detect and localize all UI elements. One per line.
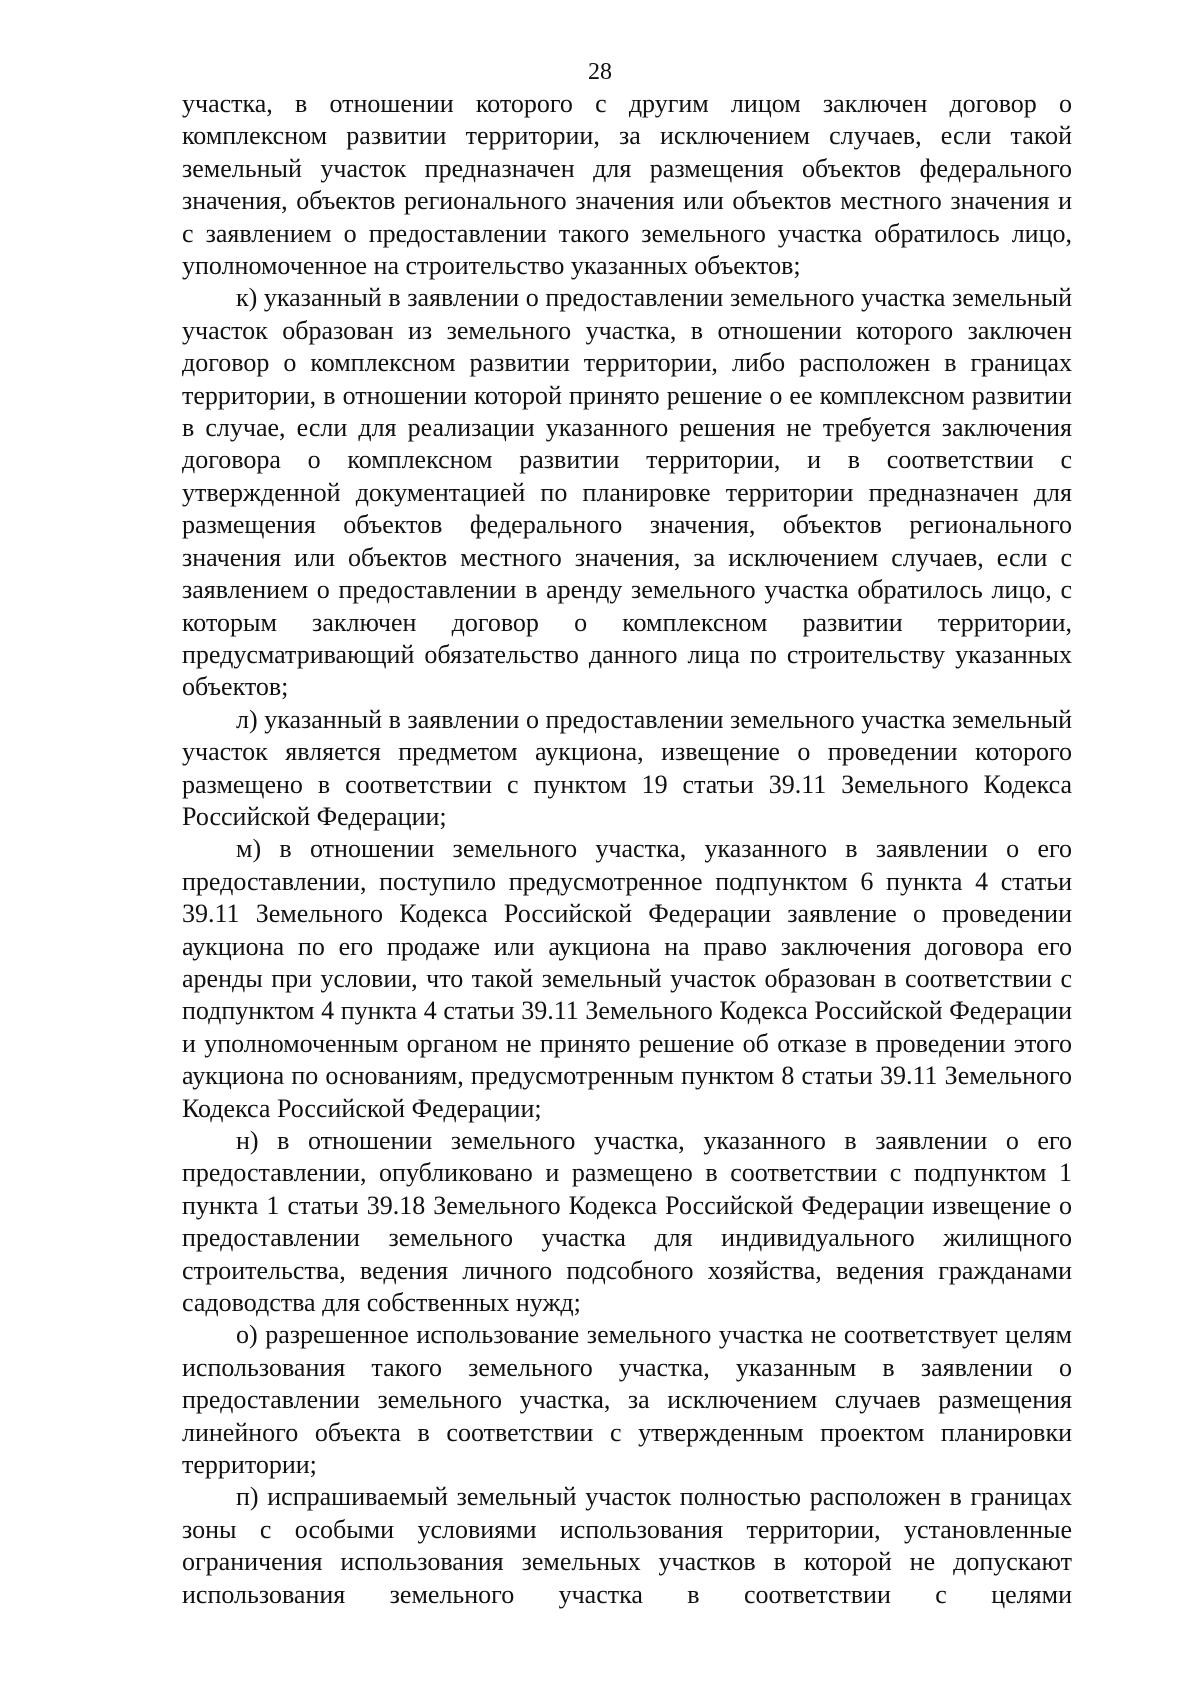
paragraph-item-l: л) указанный в заявлении о предоставлении земельного участка земельный участок является предметом аукциона, извещение о проведении которого размещено в соответствии с пунктом 19 статьи 39.11 Земельного Кодекса Российской Федерации; <box>182 704 1072 831</box>
paragraph-continuation: участка, в отношении которого с другим лицом заключен договор о комплексном развитии территории, за исключением случаев, если такой земельный участок предназначен для размещения объектов федерального значения, объектов регионального значения или объектов местного значения и с заявлением о предоставлении такого земельного участка обратилось лицо, уполномоченное на строительство указанных объектов; <box>182 89 1072 281</box>
paragraph-item-k: к) указанный в заявлении о предоставлении земельного участка земельный участок образован из земельного участка, в отношении которого заключен договор о комплексном развитии территории, либо расположен в границах территории, в отношении которой принято решение о ее комплексном развитии в случае, если для реализации указанного решения не требуется заключения договора о комплексном развитии территории, и в соответствии с утвержденной документацией по планировке территории предназначен для размещения объектов федерального значения, объектов регионального значения или объектов местного значения, за исключением случаев, если с заявлением о предоставлении в аренду земельного участка обратилось лицо, с которым заключен договор о комплексном развитии территории, предусматривающий обязательство данного лица по строительству указанных объектов; <box>182 283 1072 702</box>
paragraph-item-m: м) в отношении земельного участка, указанного в заявлении о его предоставлении, поступило предусмотренное подпунктом 6 пункта 4 статьи 39.11 Земельного Кодекса Российской Федерации заявление о проведении аукциона по его продаже или аукциона на право заключения договора его аренды при условии, что такой земельный участок образован в соответствии с подпунктом 4 пункта 4 статьи 39.11 Земельного Кодекса Российской Федерации и уполномоченным органом не принято решение об отказе в проведении этого аукциона по основаниям, предусмотренным пунктом 8 статьи 39.11 Земельного Кодекса Российской Федерации; <box>182 834 1072 1123</box>
page-number: 28 <box>588 59 612 85</box>
paragraph-item-o: о) разрешенное использование земельного участка не соответствует целям использования такого земельного участка, указанным в заявлении о предоставлении земельного участка, за исключением случаев размещения линейного объекта в соответствии с утвержденным проектом планировки территории; <box>182 1320 1072 1480</box>
paragraph-item-n: н) в отношении земельного участка, указанного в заявлении о его предоставлении, опубликовано и размещено в соответствии с подпунктом 1 пункта 1 статьи 39.18 Земельного Кодекса Российской Федерации извещение о предоставлении земельного участка для индивидуального жилищного строительства, ведения личного подсобного хозяйства, ведения гражданами садоводства для собственных нужд; <box>182 1126 1072 1318</box>
paragraph-item-p: п) испрашиваемый земельный участок полностью расположен в границах зоны с особыми условиями использования территории, установленные ограничения использования земельных участков в которой не допускают использования земельного участка в соответствии с целями <box>182 1482 1072 1609</box>
document-body <box>182 88 1072 1611</box>
